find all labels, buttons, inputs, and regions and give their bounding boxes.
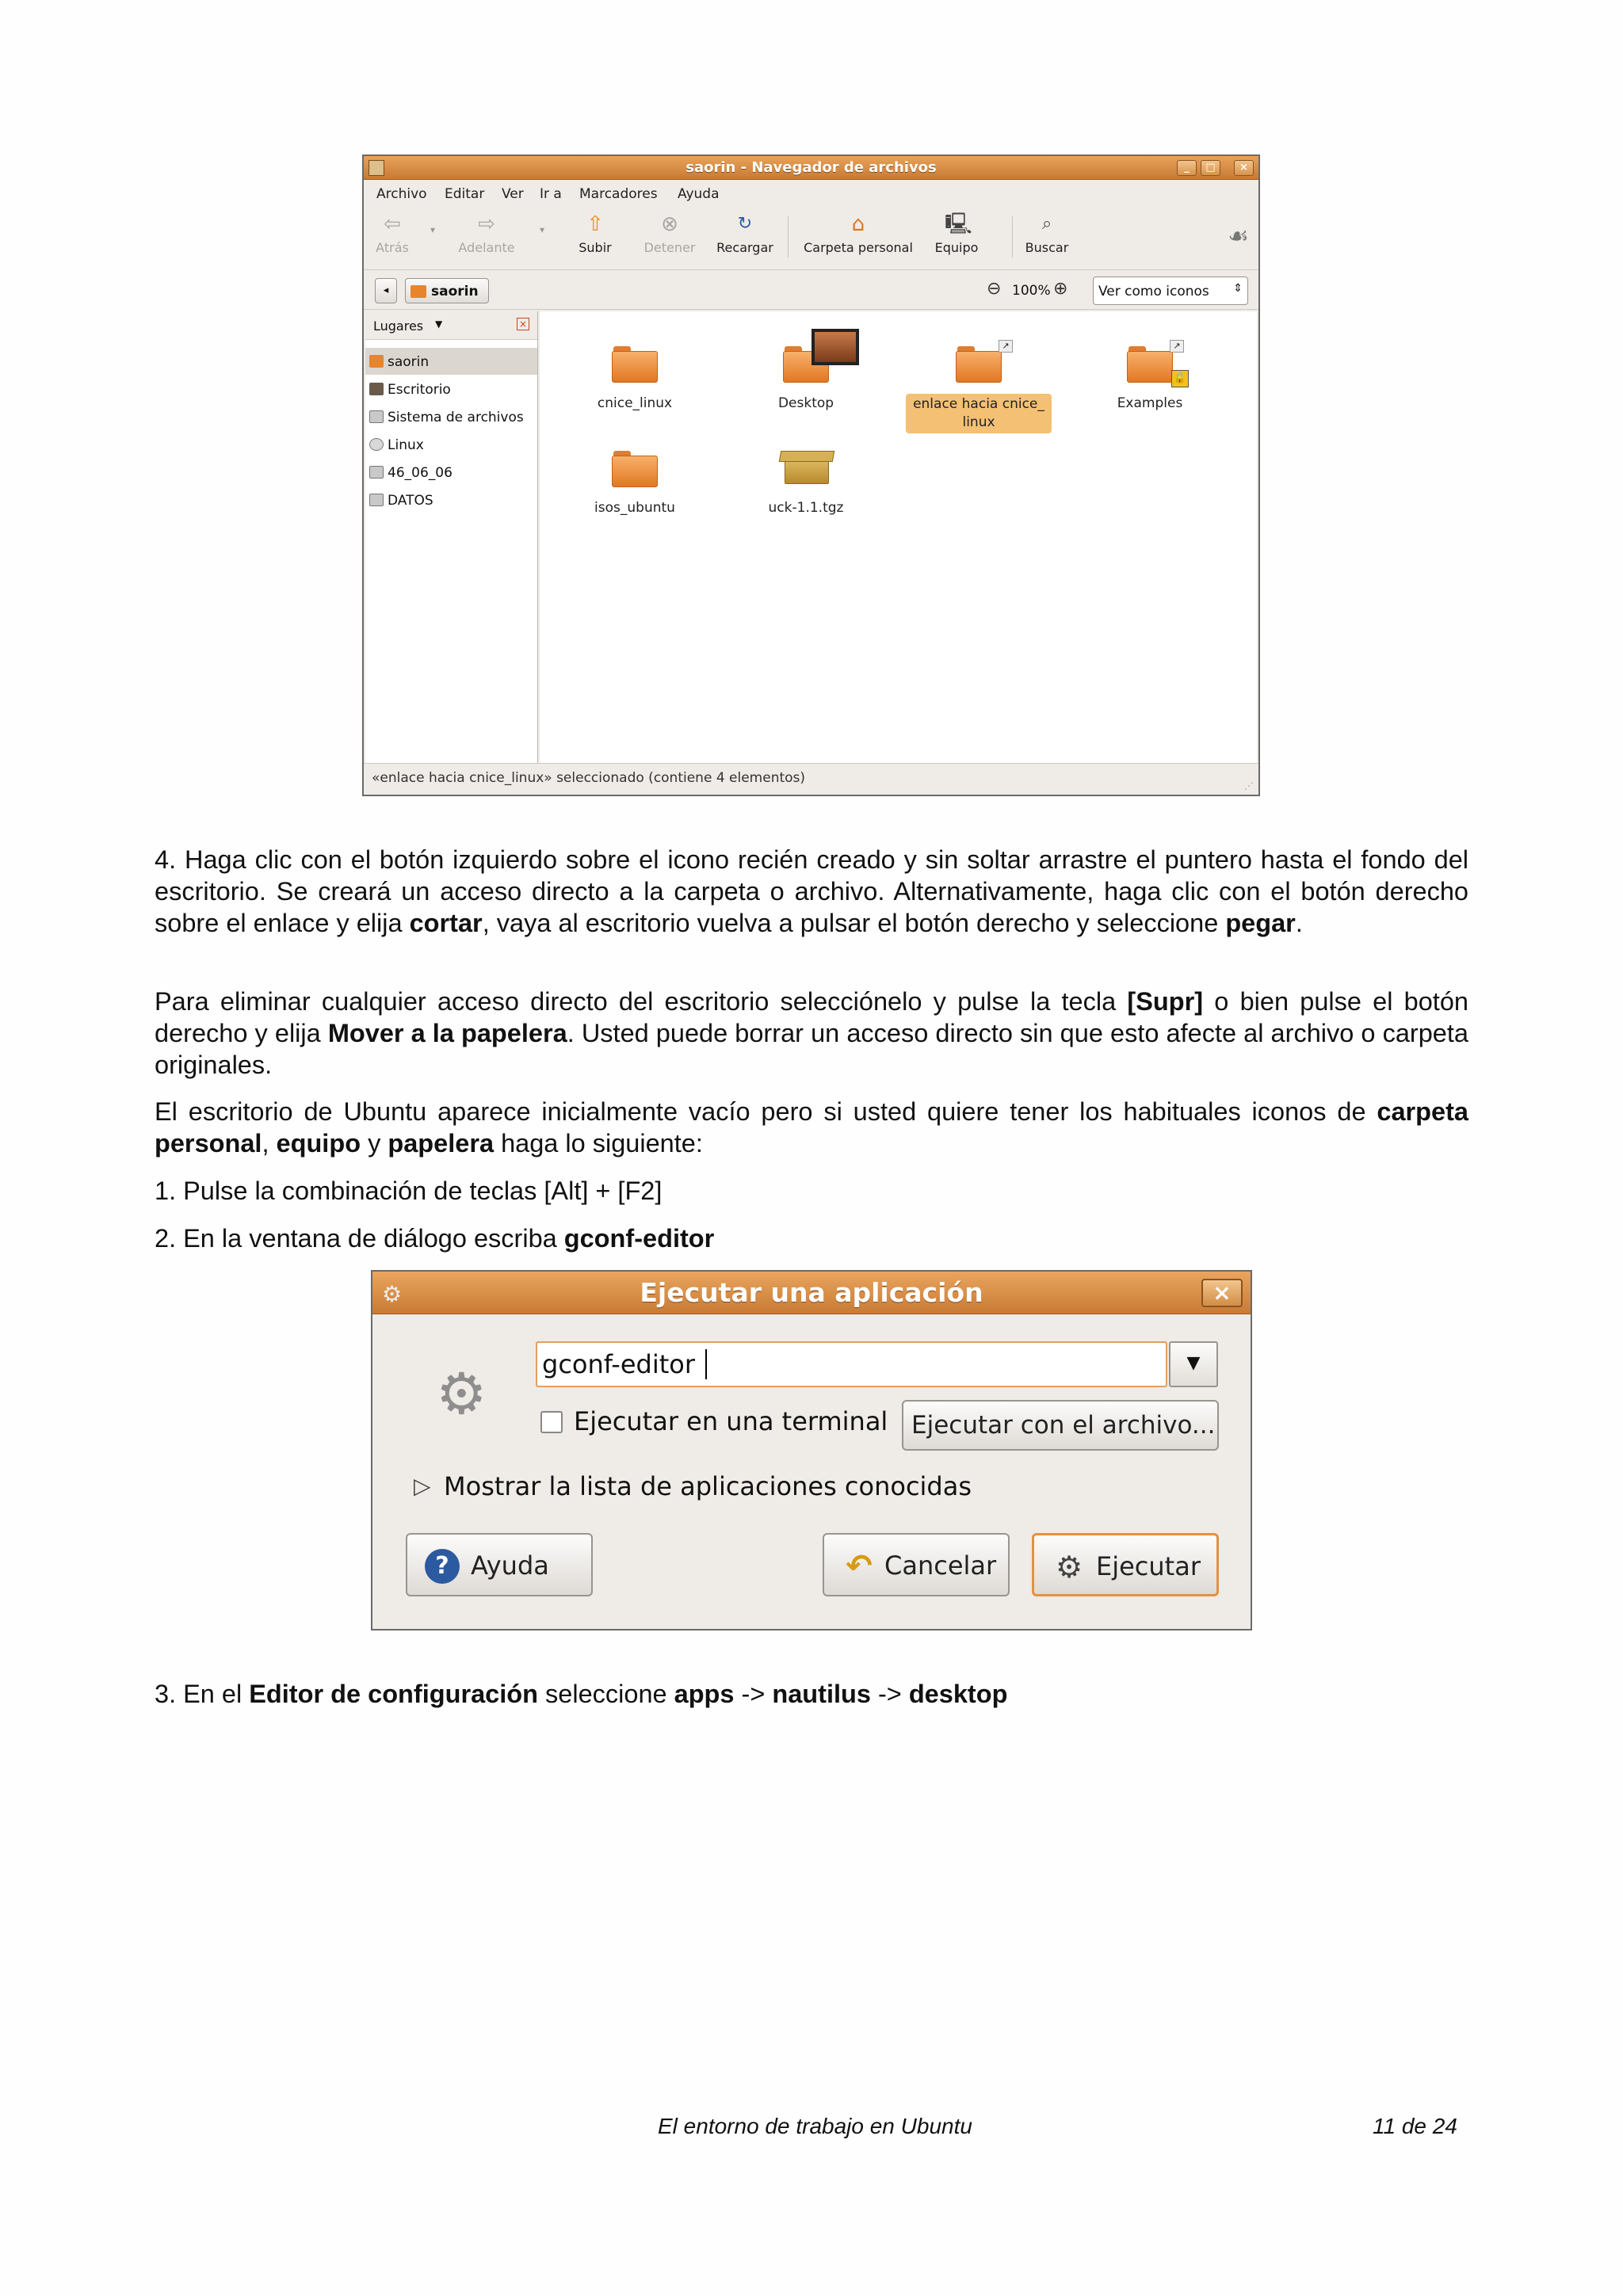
sidebar-item-label: DATOS [388,493,433,509]
file-label: cnice_linux [597,395,673,411]
gears-icon: ⚙ [436,1360,487,1427]
step-2: 2. En la ventana de diálogo escriba gconf-editor [155,1224,715,1253]
paragraph-desktop-icons: El escritorio de Ubuntu aparece inicialmente vacío pero si usted quiere tener los habituales iconos de carpeta personal, equipo y papelera haga lo siguiente: [155,1097,1468,1158]
menu-marcadores[interactable]: Marcadores [579,186,658,202]
keyword-editor-configuracion: Editor de configuración [249,1680,538,1708]
forward-arrow-icon: ⇨ [478,212,495,236]
folder-link-icon [956,341,1010,383]
cancel-label: Cancelar [884,1550,997,1581]
command-input-value: gconf-editor [542,1349,695,1379]
run-label: Ejecutar [1096,1551,1201,1581]
zoom-in-icon[interactable]: ⊕ [1053,279,1068,299]
sidebar-item-filesystem[interactable] [365,403,537,430]
drive-icon [369,410,384,423]
file-item-enlace-cnice-linux[interactable] [899,341,1058,433]
dialog-close-button[interactable]: × [1201,1279,1243,1307]
sidebar-item-46-06-06[interactable] [365,459,537,486]
window-title: saorin - Navegador de archivos [685,159,937,176]
link-arrow-icon: ↗ [1170,340,1184,353]
keyword-nautilus: nautilus [772,1680,871,1708]
gear-icon: ⚙ [382,1281,403,1307]
close-button[interactable]: × [1234,160,1254,176]
home-folder-icon [369,355,384,368]
command-input[interactable] [536,1341,1167,1387]
zoom-level: 100% [1012,283,1051,299]
up-arrow-icon: ⇧ [586,212,604,236]
path-left-button[interactable]: ◂ [375,278,397,303]
sidebar-item-label: 46_06_06 [388,465,453,481]
terminal-checkbox[interactable] [540,1411,563,1433]
resize-grip-icon[interactable]: ⋰ [1244,780,1254,791]
show-app-list-expander[interactable]: Mostrar la lista de aplicaciones conocidas [444,1471,972,1501]
file-item-desktop[interactable] [727,346,885,413]
forward-button[interactable] [443,210,530,255]
sidebar-item-label: saorin [388,354,430,370]
file-browser-titlebar [364,156,1258,180]
places-sidebar [365,311,538,763]
status-bar [364,763,1258,795]
run-application-dialog [371,1270,1252,1630]
keyword-carpeta-personal: carpeta personal [155,1097,1468,1158]
reload-button[interactable] [709,210,781,255]
gears-icon: ⚙ [1055,1550,1083,1585]
keyword-mover-papelera: Mover a la papelera [327,1019,567,1047]
step-3: 3. En el Editor de configuración seleccione apps -> nautilus -> desktop [155,1680,1008,1708]
select-arrows-icon: ⇕ [1233,282,1243,295]
chevron-down-icon: ▼ [1186,1353,1201,1373]
icon-view [540,311,1257,763]
link-arrow-icon: ↗ [999,340,1013,353]
footer-page-number: 11 de 24 [1373,2114,1457,2138]
computer-label: Equipo [934,240,979,255]
view-mode-value: Ver como iconos [1098,284,1209,299]
maximize-button[interactable]: □ [1201,160,1220,176]
toolbar-separator [1012,216,1013,257]
folder-icon [612,451,658,487]
drive-icon [369,494,384,506]
toolbar [364,207,1258,270]
keyword-apps: apps [674,1680,735,1708]
help-label: Ayuda [471,1550,549,1581]
sidebar-item-label: Linux [388,437,424,453]
file-label: isos_ubuntu [594,500,675,516]
back-dropdown-icon[interactable]: ▾ [430,224,436,235]
computer-icon: 🖳 [945,212,972,236]
menubar [364,180,1258,207]
footer-title: El entorno de trabajo en Ubuntu [658,2114,972,2138]
home-button[interactable] [795,210,922,255]
file-browser-window [362,154,1260,796]
help-button[interactable] [406,1533,593,1596]
keyword-papelera: papelera [388,1129,495,1158]
dialog-title: Ejecutar una aplicación [640,1277,983,1308]
run-with-file-label: Ejecutar con el archivo... [911,1411,1216,1440]
command-history-dropdown[interactable] [1169,1341,1218,1387]
minimize-button[interactable]: _ [1177,160,1197,176]
text-cursor [705,1349,707,1379]
keyword-equipo: equipo [276,1129,361,1158]
home-folder-icon [411,285,426,298]
expander-triangle-icon[interactable]: ▷ [414,1473,431,1499]
folder-icon [783,346,829,383]
path-label: saorin [431,284,479,299]
back-button[interactable] [369,210,416,255]
menu-ir-a[interactable]: Ir a [540,186,562,202]
home-folder-icon: ⌂ [851,212,865,236]
file-item-isos-ubuntu[interactable] [556,451,714,517]
terminal-checkbox-label[interactable]: Ejecutar en una terminal [574,1406,888,1436]
keyword-gconf-editor: gconf-editor [563,1224,715,1253]
file-item-uck-tgz[interactable] [727,451,885,517]
search-button[interactable] [1015,210,1079,255]
step-1: 1. Pulse la combinación de teclas [Alt] + [F2] [155,1177,663,1205]
sidebar-item-linux[interactable] [365,431,537,458]
path-button-saorin[interactable] [405,278,489,303]
sidebar-item-label: Sistema de archivos [388,410,524,425]
sidebar-item-saorin[interactable] [365,348,537,375]
forward-label: Adelante [458,240,515,255]
paragraph-delete-shortcut: Para eliminar cualquier acceso directo del escritorio selecciónelo y pulse la tecla [Supr] o bien pulse el botón derecho y elija Mover a la papelera. Usted puede borrar un acceso directo sin que esto afecte al archivo o carpeta originales. [155,987,1468,1079]
close-sidebar-icon[interactable]: × [517,318,529,330]
stop-label: Detener [643,240,696,255]
run-button[interactable] [1032,1533,1219,1596]
menu-archivo[interactable]: Archivo [376,186,427,202]
reload-label: Recargar [716,240,773,255]
paragraph-step4: 4. Haga clic con el botón izquierdo sobre el icono recién creado y sin soltar arrastre el puntero hasta el fondo del escritorio. Se creará un acceso directo a la carpeta o archivo. Alternativamente, haga clic con el botón derecho sobre el enlace y elija cortar, vaya al escritorio vuelva a pulsar el botón derecho y seleccione pegar. [155,845,1468,937]
toolbar-separator [788,216,789,257]
view-mode-select[interactable] [1093,277,1248,305]
help-icon: ? [425,1549,460,1584]
throbber-icon: ☙ [1228,223,1249,250]
forward-dropdown-icon[interactable]: ▾ [540,224,545,235]
sidebar-item-label: Escritorio [388,382,451,398]
dialog-titlebar [372,1272,1251,1314]
home-label: Carpeta personal [804,240,913,255]
search-icon: ⌕ [1041,214,1052,234]
desktop-preview-icon [812,329,859,365]
up-label: Subir [579,240,612,255]
menu-ver[interactable]: Ver [502,186,524,202]
sidebar-item-datos[interactable] [365,486,537,513]
search-label: Buscar [1025,240,1069,255]
sidebar-header [365,311,537,340]
file-label: Desktop [777,395,834,411]
folder-link-icon [1127,341,1187,384]
zoom-out-icon[interactable]: ⊖ [987,279,1002,299]
menu-ayuda[interactable]: Ayuda [678,186,720,202]
keyword-cortar: cortar [409,909,483,937]
drive-icon [369,466,384,479]
cancel-button[interactable] [823,1533,1010,1596]
stop-button[interactable] [638,210,701,255]
stop-icon: ⊗ [661,212,678,236]
cdrom-icon [369,438,384,451]
chevron-down-icon[interactable]: ▼ [435,318,443,330]
computer-button[interactable] [925,210,988,255]
reload-icon: ↻ [737,214,753,234]
archive-box-icon [783,451,829,487]
status-text: «enlace hacia cnice_linux» seleccionado (contiene 4 elementos) [372,770,806,786]
file-item-cnice-linux[interactable] [556,346,714,413]
keyword-desktop: desktop [908,1680,1008,1708]
back-label: Atrás [376,240,409,255]
undo-arrow-icon: ↶ [846,1548,873,1585]
lock-icon: 🔒 [1171,370,1189,387]
up-button[interactable] [571,210,619,255]
menu-editar[interactable]: Editar [445,186,485,202]
sidebar-title[interactable]: Lugares [373,318,424,334]
file-label: uck-1.1.tgz [768,500,844,516]
file-item-examples[interactable] [1071,341,1229,413]
keyword-supr: [Supr] [1127,987,1204,1016]
run-with-file-button[interactable] [902,1400,1219,1451]
file-label: Examples [1117,395,1183,411]
desktop-icon [369,383,384,395]
location-bar [364,270,1258,310]
file-label: enlace hacia cnice_ linux [906,394,1052,433]
folder-icon [612,346,658,383]
keyword-pegar: pegar [1225,909,1296,937]
sidebar-item-escritorio[interactable] [365,376,537,402]
back-arrow-icon: ⇦ [384,212,401,236]
